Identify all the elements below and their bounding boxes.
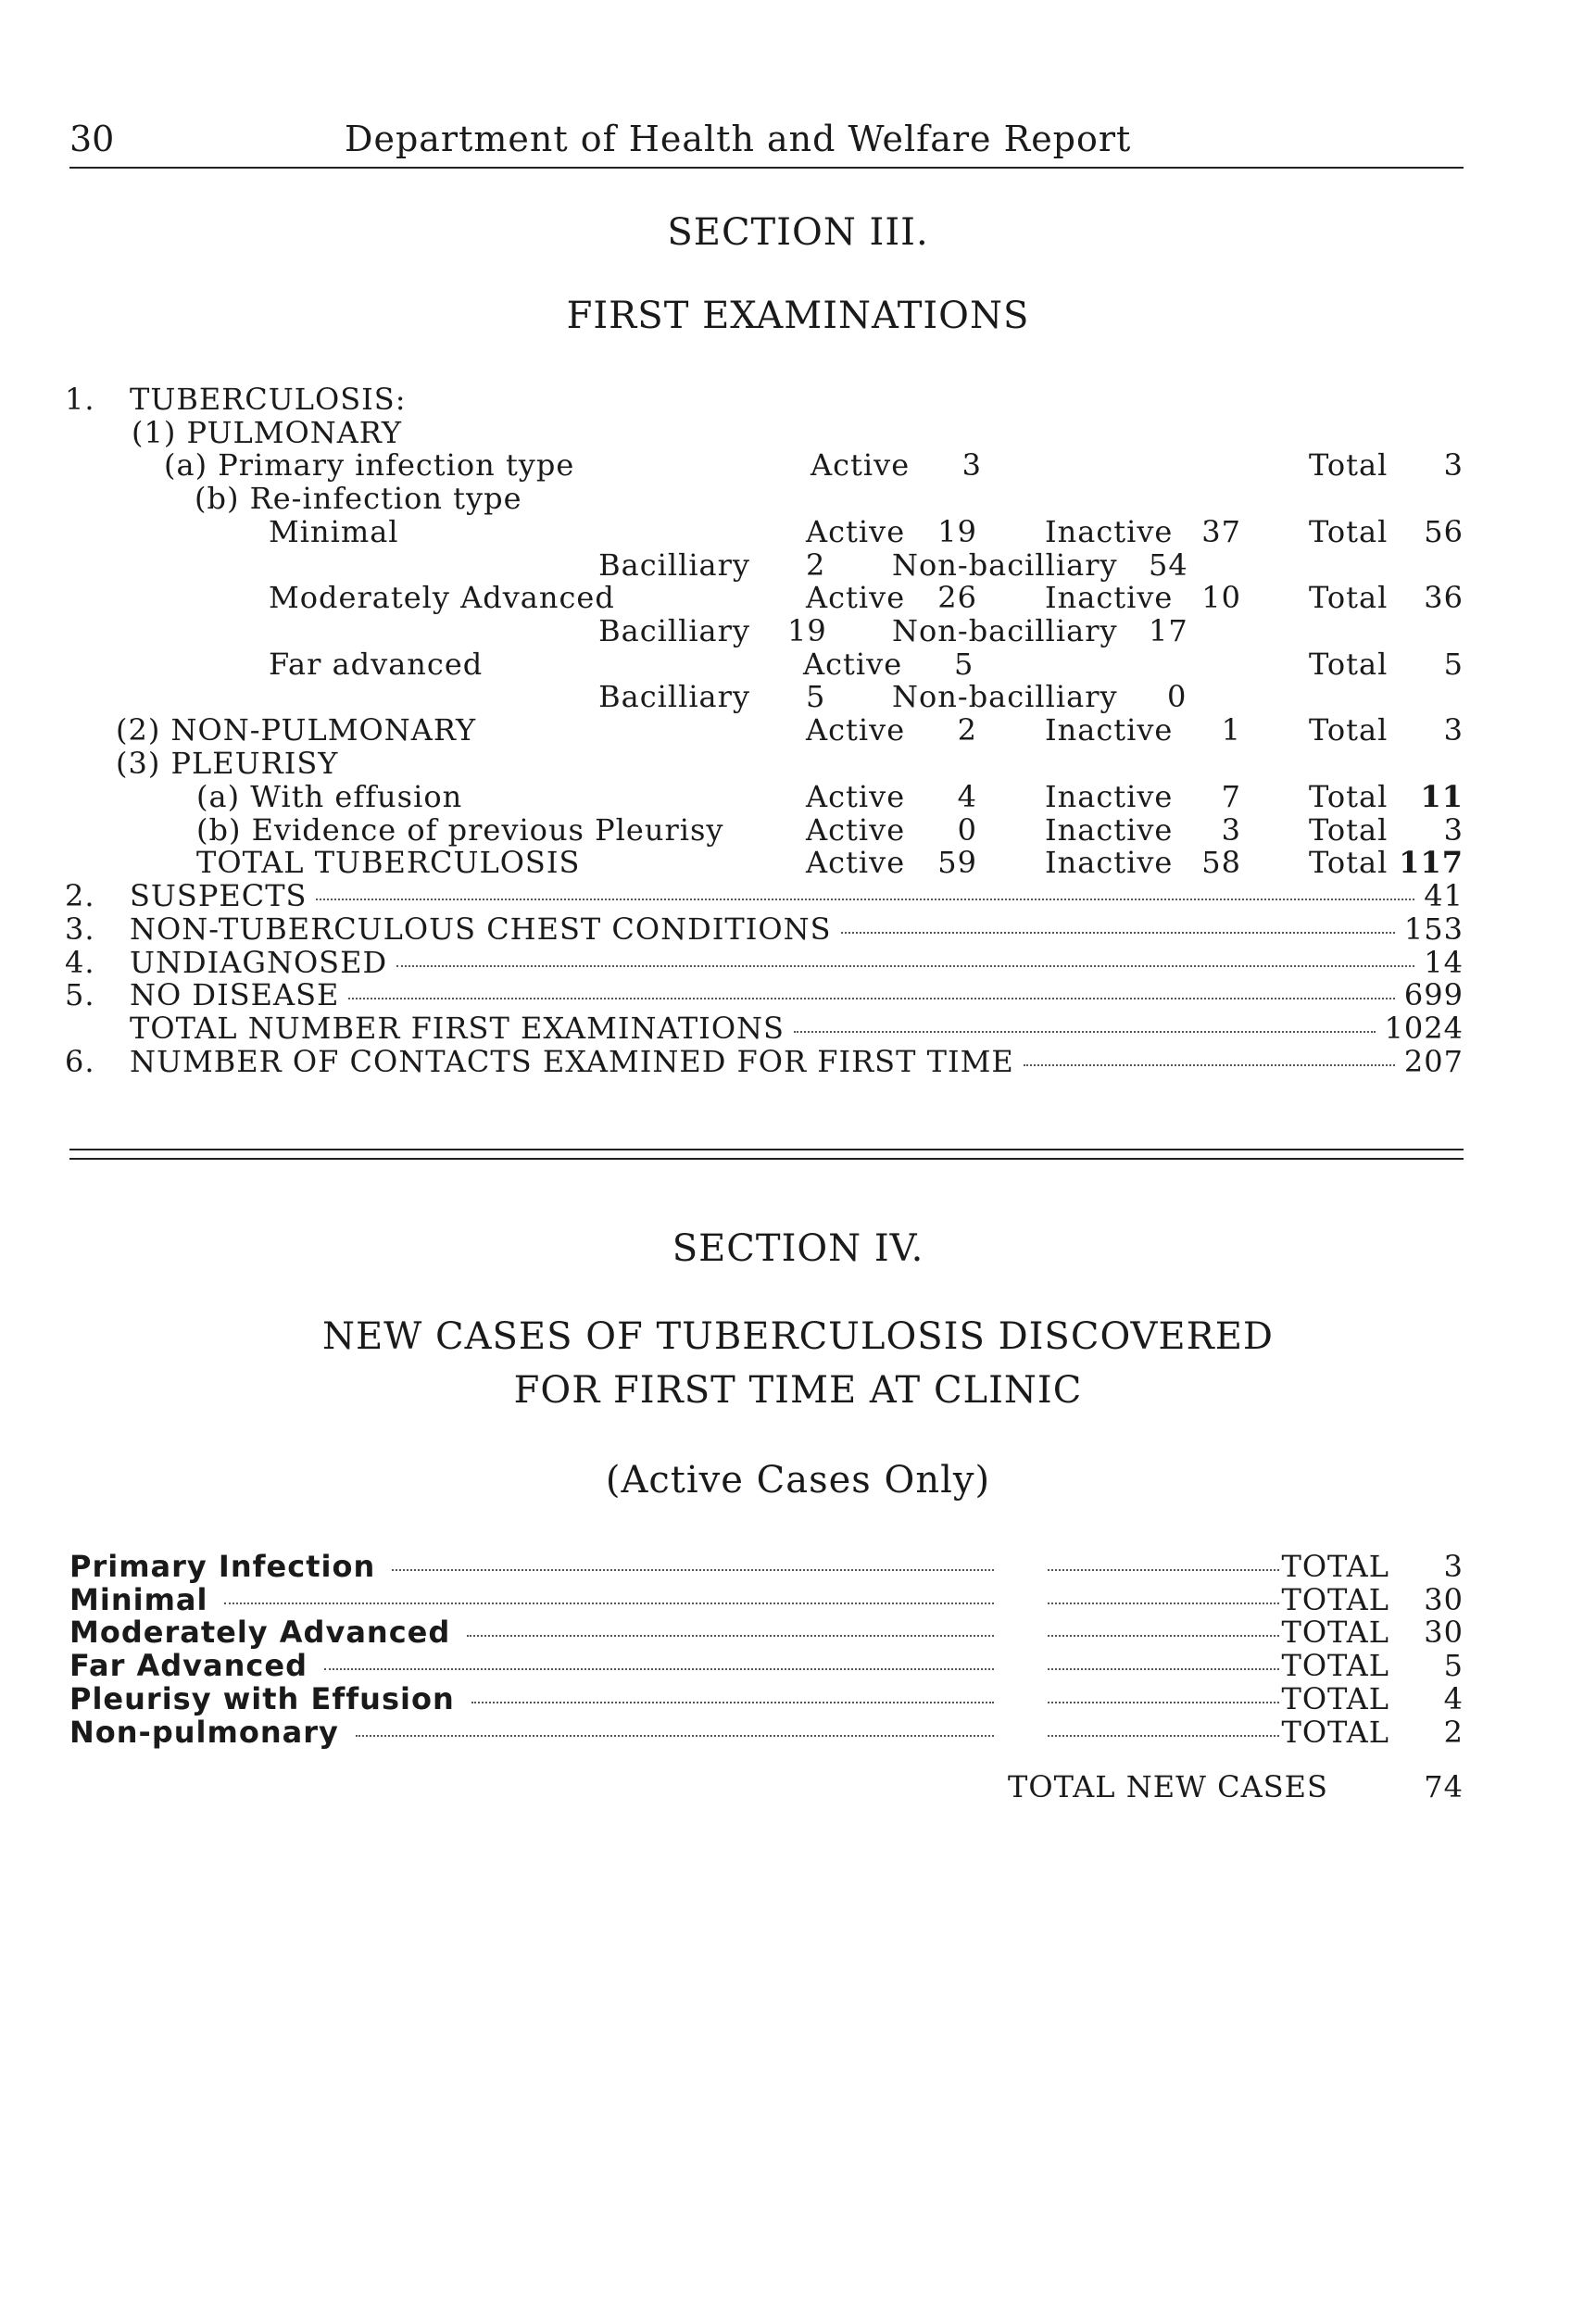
total-value: 3 xyxy=(1443,812,1464,848)
active-value: 4 xyxy=(957,779,977,814)
item-number: 1. xyxy=(65,382,95,417)
leader-dots xyxy=(1048,1635,1279,1637)
running-title: Department of Health and Welfare Report xyxy=(345,119,1132,159)
new-case-row xyxy=(69,1582,1464,1617)
total-label: Total xyxy=(1309,779,1389,814)
total-label: TOTAL xyxy=(1281,1615,1389,1650)
new-case-row xyxy=(69,1715,1464,1750)
non-bacilliary-value: 17 xyxy=(1149,613,1188,648)
summary-row xyxy=(130,1044,1464,1079)
section-3-subheading: FIRST EXAMINATIONS xyxy=(566,295,1030,337)
non-bacilliary-label: Non-bacilliary xyxy=(892,613,1118,648)
page-number: 30 xyxy=(69,119,115,159)
row-label: Minimal xyxy=(269,514,399,549)
active-label: Active xyxy=(806,514,906,549)
leader-dots xyxy=(316,899,1414,900)
section-4-note: (Active Cases Only) xyxy=(605,1459,991,1502)
active-label: Active xyxy=(803,647,903,682)
active-label: Active xyxy=(806,712,906,748)
case-type-label: Moderately Advanced xyxy=(69,1615,451,1650)
total-label: TOTAL xyxy=(1281,1681,1389,1716)
active-label: Active xyxy=(806,812,906,848)
new-case-row xyxy=(69,1648,1464,1683)
leader-dots xyxy=(1048,1702,1279,1703)
total-label: Total xyxy=(1309,845,1389,880)
summary-value: 207 xyxy=(1403,1044,1464,1079)
leader-dots xyxy=(356,1735,995,1737)
total-value: 117 xyxy=(1399,845,1464,880)
case-type-label: Non-pulmonary xyxy=(69,1715,339,1750)
item-number: 4. xyxy=(65,945,95,980)
leader-dots xyxy=(324,1668,994,1670)
total-label: TOTAL xyxy=(1281,1648,1389,1683)
case-count: 3 xyxy=(1443,1549,1464,1584)
header-rule xyxy=(69,167,1464,169)
leader-dots xyxy=(224,1602,994,1604)
summary-label: NO DISEASE xyxy=(130,977,340,1012)
case-type-label: Primary Infection xyxy=(69,1549,376,1584)
item-number: 6. xyxy=(65,1044,95,1079)
section-4-title-line-2: FOR FIRST TIME AT CLINIC xyxy=(513,1369,1083,1412)
tuberculosis-label: TUBERCULOSIS: xyxy=(130,382,407,417)
row-label: Moderately Advanced xyxy=(269,580,615,615)
summary-label: UNDIAGNOSED xyxy=(130,945,388,980)
pulmonary-label: (1) PULMONARY xyxy=(132,415,403,450)
bacilliary-value: 19 xyxy=(787,613,827,648)
leader-dots xyxy=(1048,1602,1279,1604)
bacilliary-value: 5 xyxy=(806,679,826,714)
case-count: 30 xyxy=(1424,1582,1464,1617)
active-label: Active xyxy=(806,779,906,814)
leader-dots xyxy=(1024,1064,1395,1066)
summary-value: 14 xyxy=(1424,945,1464,980)
non-bacilliary-value: 54 xyxy=(1149,547,1188,583)
inactive-value: 7 xyxy=(1221,779,1241,814)
summary-label: SUSPECTS xyxy=(130,878,308,913)
inactive-value: 10 xyxy=(1201,580,1241,615)
new-case-row xyxy=(69,1549,1464,1584)
active-value: 3 xyxy=(961,447,982,483)
leader-dots xyxy=(348,998,1395,999)
total-value: 5 xyxy=(1443,647,1464,682)
new-case-row xyxy=(69,1681,1464,1716)
new-case-row xyxy=(69,1615,1464,1650)
row-label: (b) Evidence of previous Pleurisy xyxy=(196,812,724,848)
row-label: Far advanced xyxy=(269,647,484,682)
summary-label: NON-TUBERCULOUS CHEST CONDITIONS xyxy=(130,911,832,947)
case-count: 2 xyxy=(1443,1715,1464,1750)
case-count: 4 xyxy=(1443,1681,1464,1716)
leader-dots xyxy=(841,932,1395,934)
total-label: TOTAL xyxy=(1281,1715,1389,1750)
inactive-label: Inactive xyxy=(1045,580,1174,615)
item-number: 2. xyxy=(65,878,95,913)
total-label: TOTAL xyxy=(1281,1582,1389,1617)
item-number: 3. xyxy=(65,911,95,947)
case-type-label: Pleurisy with Effusion xyxy=(69,1681,455,1716)
case-type-label: Far Advanced xyxy=(69,1648,308,1683)
summary-label: TOTAL NUMBER FIRST EXAMINATIONS xyxy=(130,1011,785,1046)
non-bacilliary-label: Non-bacilliary xyxy=(892,679,1118,714)
inactive-value: 58 xyxy=(1201,845,1241,880)
leader-dots xyxy=(1048,1735,1279,1737)
summary-value: 41 xyxy=(1424,878,1464,913)
leader-dots xyxy=(392,1569,994,1571)
active-value: 5 xyxy=(954,647,974,682)
reinfection-label: (b) Re-infection type xyxy=(195,481,522,516)
bacilliary-value: 2 xyxy=(806,547,826,583)
case-count: 30 xyxy=(1424,1615,1464,1650)
row-label: TOTAL TUBERCULOSIS xyxy=(196,845,581,880)
leader-dots xyxy=(467,1635,994,1637)
total-value: 36 xyxy=(1424,580,1464,615)
non-bacilliary-label: Non-bacilliary xyxy=(892,547,1118,583)
total-value: 11 xyxy=(1420,779,1464,814)
inactive-value: 1 xyxy=(1221,712,1241,748)
inactive-label: Inactive xyxy=(1045,779,1174,814)
summary-row xyxy=(130,1011,1464,1046)
total-label: Total xyxy=(1309,514,1389,549)
summary-value: 699 xyxy=(1403,977,1464,1012)
section-divider-top xyxy=(69,1149,1464,1150)
section-4-title-line-1: NEW CASES OF TUBERCULOSIS DISCOVERED xyxy=(321,1315,1275,1358)
section-4-heading: SECTION IV. xyxy=(672,1227,924,1270)
total-value: 3 xyxy=(1443,712,1464,748)
summary-row xyxy=(130,945,1464,980)
inactive-label: Inactive xyxy=(1045,712,1174,748)
active-value: 2 xyxy=(957,712,977,748)
section-divider-bottom xyxy=(69,1158,1464,1160)
inactive-label: Inactive xyxy=(1045,845,1174,880)
inactive-value: 37 xyxy=(1201,514,1241,549)
summary-row xyxy=(130,878,1464,913)
leader-dots xyxy=(471,1702,995,1703)
active-value: 59 xyxy=(937,845,977,880)
total-label: TOTAL xyxy=(1281,1549,1389,1584)
pleurisy-label: (3) PLEURISY xyxy=(116,746,339,781)
row-label: (a) With effusion xyxy=(196,779,463,814)
summary-value: 153 xyxy=(1403,911,1464,947)
leader-dots xyxy=(1048,1668,1279,1670)
bacilliary-label: Bacilliary xyxy=(598,679,750,714)
inactive-value: 3 xyxy=(1221,812,1241,848)
non-bacilliary-value: 0 xyxy=(1167,679,1188,714)
summary-row xyxy=(130,911,1464,947)
active-value: 0 xyxy=(957,812,977,848)
total-label: Total xyxy=(1309,647,1389,682)
summary-value: 1024 xyxy=(1384,1011,1464,1046)
active-value: 19 xyxy=(937,514,977,549)
leader-dots xyxy=(1048,1569,1279,1571)
total-value: 56 xyxy=(1424,514,1464,549)
active-label: Active xyxy=(806,845,906,880)
active-label: Active xyxy=(811,447,911,483)
total-label: Total xyxy=(1309,812,1389,848)
case-count: 5 xyxy=(1443,1648,1464,1683)
total-label: Total xyxy=(1309,447,1389,483)
bacilliary-label: Bacilliary xyxy=(598,547,750,583)
active-label: Active xyxy=(806,580,906,615)
inactive-label: Inactive xyxy=(1045,812,1174,848)
total-label: Total xyxy=(1309,580,1389,615)
item-number: 5. xyxy=(65,977,95,1012)
grand-total-label: TOTAL NEW CASES xyxy=(1008,1769,1328,1804)
row-label: (a) Primary infection type xyxy=(164,447,575,483)
summary-row xyxy=(130,977,1464,1012)
summary-label: NUMBER OF CONTACTS EXAMINED FOR FIRST TIME xyxy=(130,1044,1014,1079)
leader-dots xyxy=(396,965,1414,967)
total-label: Total xyxy=(1309,712,1389,748)
row-label: (2) NON-PULMONARY xyxy=(116,712,477,748)
leader-dots xyxy=(794,1031,1376,1033)
bacilliary-label: Bacilliary xyxy=(598,613,750,648)
case-type-label: Minimal xyxy=(69,1582,208,1617)
total-value: 3 xyxy=(1443,447,1464,483)
section-3-heading: SECTION III. xyxy=(667,211,929,254)
grand-total-value: 74 xyxy=(1424,1769,1464,1804)
inactive-label: Inactive xyxy=(1045,514,1174,549)
active-value: 26 xyxy=(937,580,977,615)
